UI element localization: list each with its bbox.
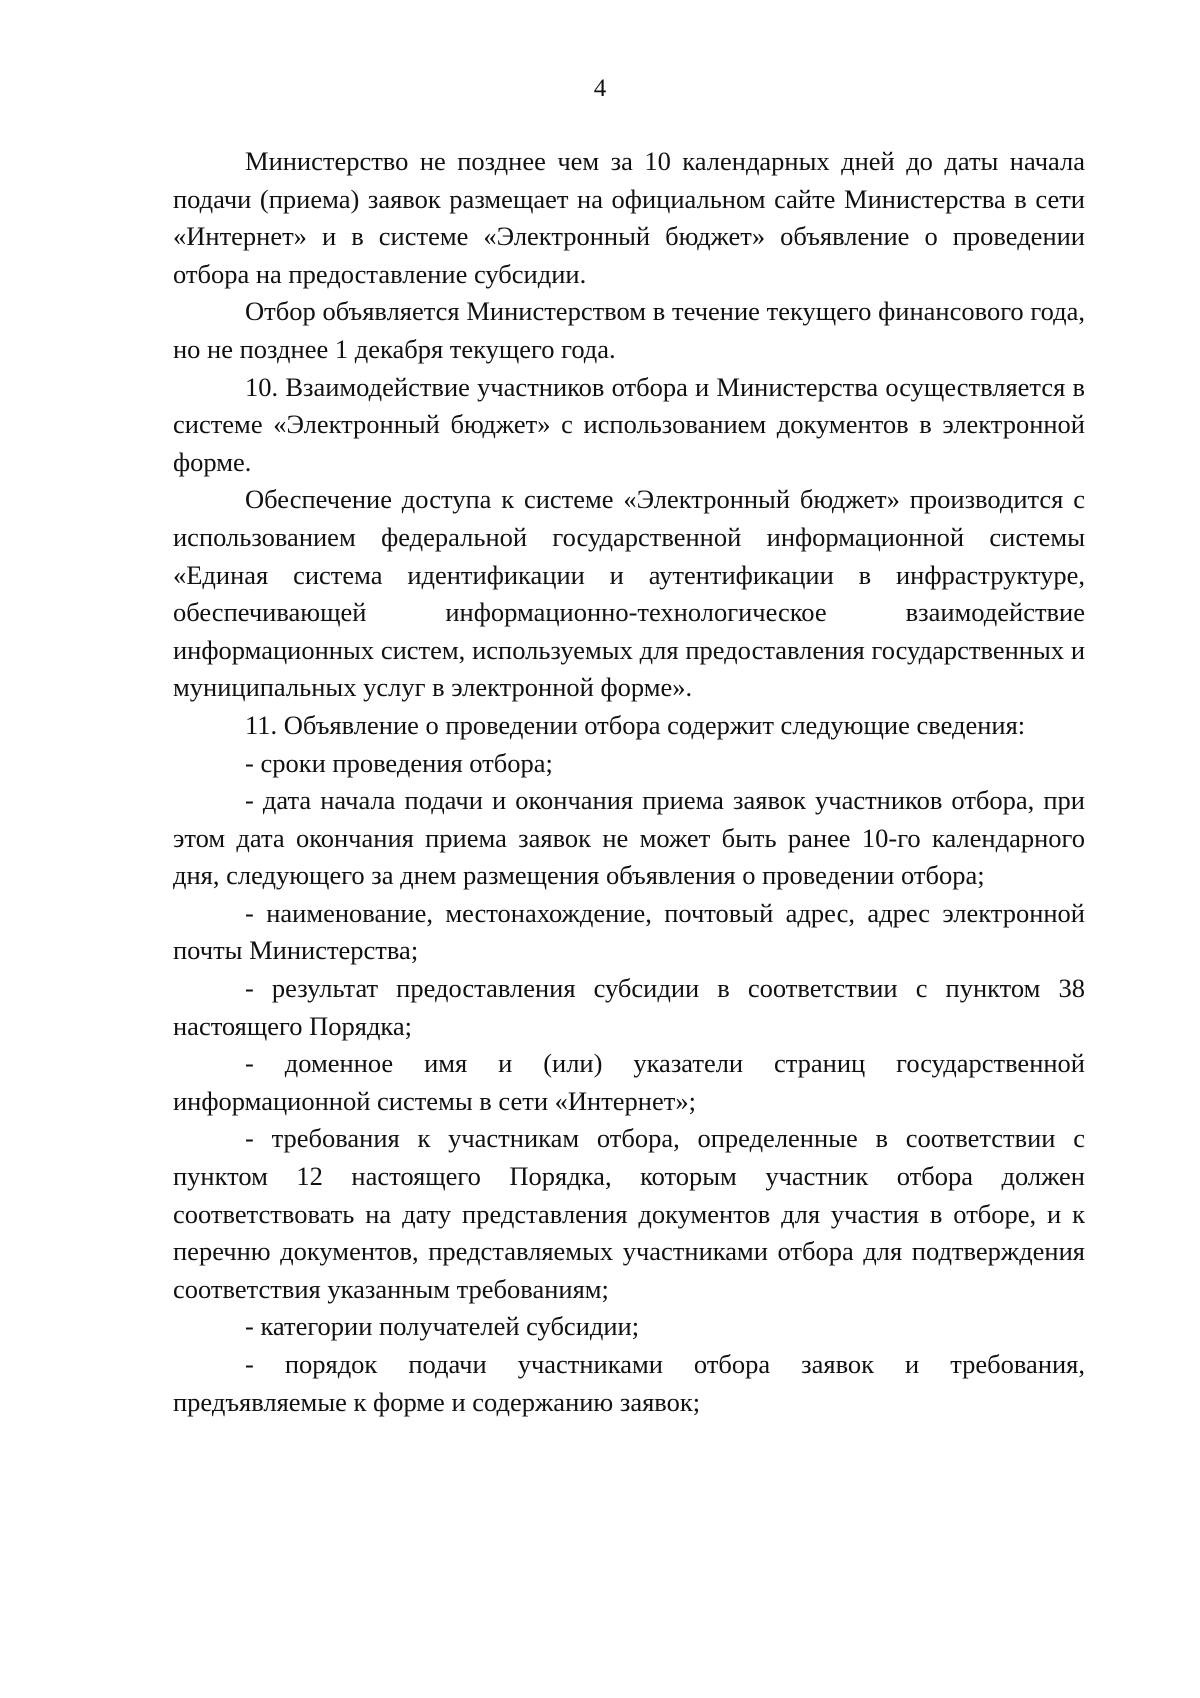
document-body [173, 143, 1085, 1421]
list-item-participant-requirements: - требования к участникам отбора, определенные в соответствии с пунктом 12 настоящего Порядка, которым участник отбора должен соответствовать на дату представления документов для участия в отборе, и к перечню документов, представляемых участниками отбора для подтверждения соответствия указанным требованиям; [173, 1123, 1085, 1304]
list-item-application-procedure: - порядок подачи участниками отбора заявок и требования, предъявляемые к форме и содержанию заявок; [173, 1349, 1085, 1417]
list-item-selection-terms: - сроки проведения отбора; [245, 747, 553, 778]
paragraph-item-11: 11. Объявление о проведении отбора содержит следующие сведения: [245, 709, 1026, 740]
list-item-subsidy-result: - результат предоставления субсидии в соответствии с пунктом 38 настоящего Порядка; [173, 973, 1085, 1041]
page-number: 4 [593, 75, 607, 102]
paragraph-item-10: 10. Взаимодействие участников отбора и Министерства осуществляется в системе «Электронный бюджет» с использованием документов в электронной форме. [173, 371, 1085, 477]
paragraph-announcement-deadline: Министерство не позднее чем за 10 календарных дней до даты начала подачи (приема) заявок размещает на официальном сайте Министерства в сети «Интернет» и в системе «Электронный бюджет» объявление о проведении отбора на предоставление субсидии. [173, 146, 1085, 289]
paragraph-access-provision: Обеспечение доступа к системе «Электронный бюджет» производится с использованием федеральной государственной информационной системы «Единая система идентификации и аутентификации в инфраструктуре, обеспечивающей информационно-технологическое взаимодействие информационных систем, используемых для предоставления государственных и муниципальных услуг в электронной форме». [173, 484, 1085, 703]
list-item-ministry-contacts: - наименование, местонахождение, почтовый адрес, адрес электронной почты Министерства; [173, 897, 1085, 966]
paragraph-selection-announced: Отбор объявляется Министерством в течение текущего финансового года, но не позднее 1 декабря текущего года. [173, 296, 1085, 364]
list-item-recipient-categories: - категории получателей субсидии; [245, 1311, 640, 1342]
list-item-application-dates: - дата начала подачи и окончания приема заявок участников отбора, при этом дата окончания приема заявок не может быть ранее 10-го календарного дня, следующего за днем размещения объявления о проведении отбора; [173, 785, 1085, 891]
list-item-domain-name: - доменное имя и (или) указатели страниц государственной информационной системы в сети «Интернет»; [173, 1048, 1085, 1116]
